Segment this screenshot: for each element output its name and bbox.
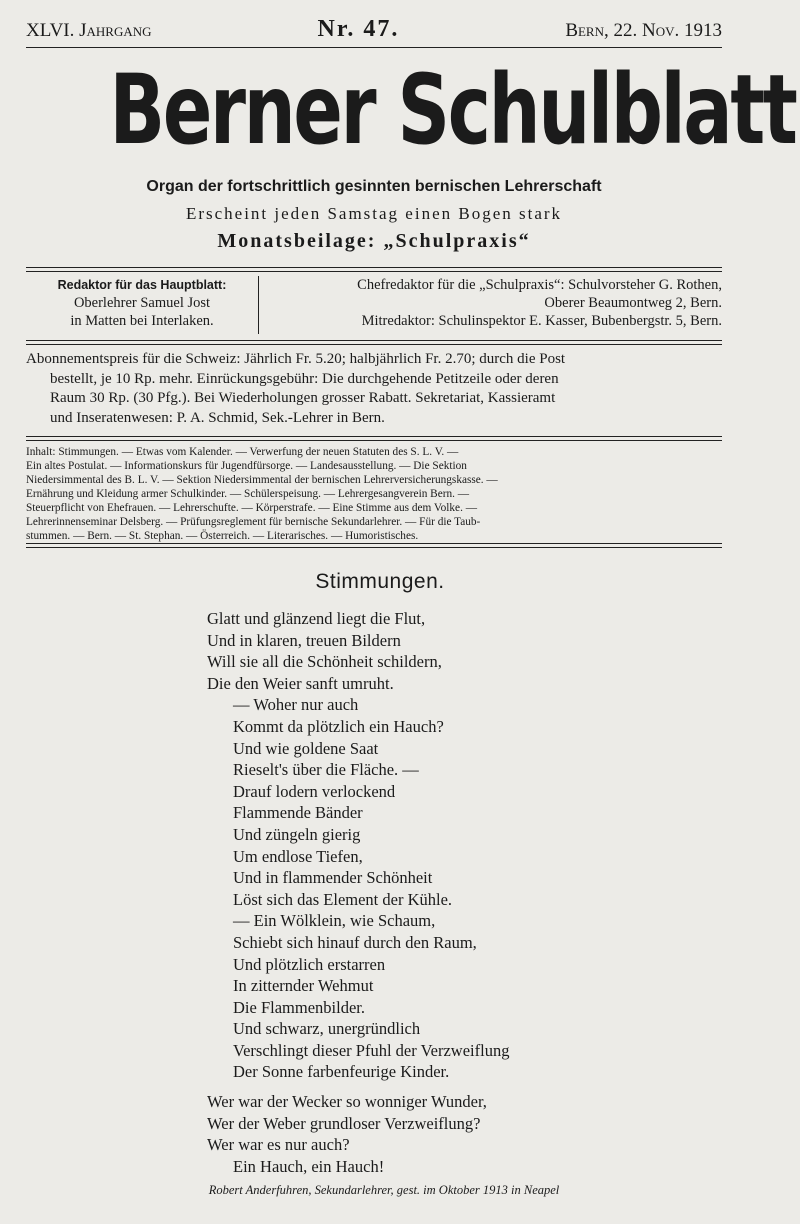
main-editor <box>26 276 259 334</box>
poem-line: Wer war es nur auch? <box>207 1135 350 1155</box>
divider <box>26 436 722 437</box>
poem-line: Und schwarz, unergründlich <box>233 1019 421 1039</box>
poem-line: — Ein Wölklein, wie Schaum, <box>233 911 436 931</box>
supplement-line: Monatsbeilage: „Schulpraxis“ <box>217 230 531 252</box>
poem-line: Und plötzlich erstarren <box>233 954 386 974</box>
poem-line: Verschlingt dieser Pfuhl der Verzweiflung <box>233 1040 510 1060</box>
subscription-line: Abonnementspreis für die Schweiz: Jährlich Fr. 5.20; halbjährlich Fr. 2.70; durch die Post <box>26 351 566 367</box>
divider <box>26 547 722 548</box>
divider <box>26 271 722 272</box>
issue-number: Nr. 47. <box>317 16 400 42</box>
editor-name: Oberlehrer Samuel Jost <box>73 295 211 311</box>
masthead-top-line <box>26 16 722 43</box>
poem-line: Der Sonne farbenfeurige Kinder. <box>233 1062 450 1082</box>
poem-line: Um endlose Tiefen, <box>233 846 363 866</box>
organ-line: Organ der fortschrittlich gesinnten bernischen Lehrerschaft <box>146 178 602 195</box>
poem-body <box>207 608 509 1177</box>
table-of-contents <box>26 445 722 543</box>
poem-line: Und züngeln gierig <box>233 824 361 844</box>
poem-line: Die den Weier sanft umruht. <box>207 673 394 693</box>
poem-line: — Woher nur auch <box>233 695 359 715</box>
subscription-line: und Inseratenwesen: P. A. Schmid, Sek.-Lehrer in Bern. <box>50 409 385 426</box>
poem-line: Die Flammenbilder. <box>233 997 365 1017</box>
divider <box>26 440 722 441</box>
subscription-line: bestellt, je 10 Rp. mehr. Einrückungsgebühr: Die durchgehende Petitzeile oder deren <box>50 370 559 387</box>
volume-label: XLVI. Jahrgang <box>26 20 152 41</box>
contents-line: stummen. — Bern. — St. Stephan. — Österreich. — Literarisches. — Humoristisches. <box>26 530 419 542</box>
poem-line: Will sie all die Schönheit schildern, <box>207 652 442 672</box>
divider <box>26 340 722 341</box>
poem-line: Drauf lodern verlockend <box>233 781 396 801</box>
newspaper-title: Berner Schulblatt <box>109 54 796 166</box>
contents-line: Niedersimmental des B. L. V. — Sektion Niedersimmental der bernischen Lehrerversicherungskasse. — <box>26 474 498 486</box>
contents-line: Inhalt: Stimmungen. — Etwas vom Kalender. — Verwerfung der neuen Statuten des S. L. V. — <box>26 446 459 458</box>
contents-line: Lehrerinnenseminar Delsberg. — Prüfungsreglement für bernische Sekundarlehrer. — Für die Taub- <box>26 516 481 528</box>
divider <box>26 267 722 268</box>
divider <box>26 543 722 544</box>
divider <box>26 47 722 48</box>
editor-location: in Matten bei Interlaken. <box>70 313 214 329</box>
subscription-line: Raum 30 Rp. (30 Pfg.). Bei Wiederholungen grosser Rabatt. Sekretariat, Kassieramt <box>50 390 556 406</box>
co-editor-line: Mitredaktor: Schulinspektor E. Kasser, Bubenbergstr. 5, Bern. <box>361 313 722 329</box>
poem-line: Wer der Weber grundloser Verzweiflung? <box>207 1113 481 1133</box>
editors-block <box>26 276 722 334</box>
contents-line: Ein altes Postulat. — Informationskurs für Jugendfürsorge. — Landesausstellung. — Die Sektion <box>26 460 467 472</box>
poem-line: Kommt da plötzlich ein Hauch? <box>233 716 444 736</box>
frequency-line: Erscheint jeden Samstag einen Bogen stark <box>185 204 563 223</box>
divider <box>26 344 722 345</box>
poem-line: Und wie goldene Saat <box>233 738 379 758</box>
poem-line: Rieselt's über die Fläche. — <box>233 760 419 780</box>
chief-editor-address: Oberer Beaumontweg 2, Bern. <box>544 295 722 311</box>
poem-line: Glatt und glänzend liegt die Flut, <box>207 609 426 628</box>
poem-signature <box>0 1183 768 1198</box>
issue-date: Bern, 22. Nov. 1913 <box>565 20 722 41</box>
author-name: Robert Anderfuhren, Sekundarlehrer, gest. im Oktober 1913 in Neapel <box>208 1183 560 1197</box>
contents-line: Ernährung und Kleidung armer Schulkinder. — Schülerspeisung. — Lehrergesangverein Bern. — <box>26 488 470 500</box>
contents-line: Steuerpflicht von Ehefrauen. — Lehrerschufte. — Körperstrafe. — Eine Stimme aus dem Volke. — <box>26 502 478 514</box>
poem-line: Flammende Bänder <box>233 803 363 823</box>
poem-line: In zitternder Wehmut <box>233 976 374 996</box>
poem-line: Und in klaren, treuen Bildern <box>207 630 401 650</box>
poem-title: Stimmungen. <box>315 570 445 593</box>
stanza-gap <box>207 1083 509 1091</box>
poem-line: Wer war der Wecker so wonniger Wunder, <box>207 1092 487 1112</box>
poem-line: Löst sich das Element der Kühle. <box>233 889 453 909</box>
editor-label: Redaktor für das Hauptblatt: <box>57 278 227 292</box>
poem-line: Ein Hauch, ein Hauch! <box>233 1156 385 1176</box>
subscription-info <box>26 350 722 428</box>
poem-line: Und in flammender Schönheit <box>233 868 433 888</box>
poem-line: Schiebt sich hinauf durch den Raum, <box>233 932 477 952</box>
supplement-editors <box>259 276 722 334</box>
chief-editor-line: Chefredaktor für die „Schulpraxis“: Schulvorsteher G. Rothen, <box>357 277 722 293</box>
